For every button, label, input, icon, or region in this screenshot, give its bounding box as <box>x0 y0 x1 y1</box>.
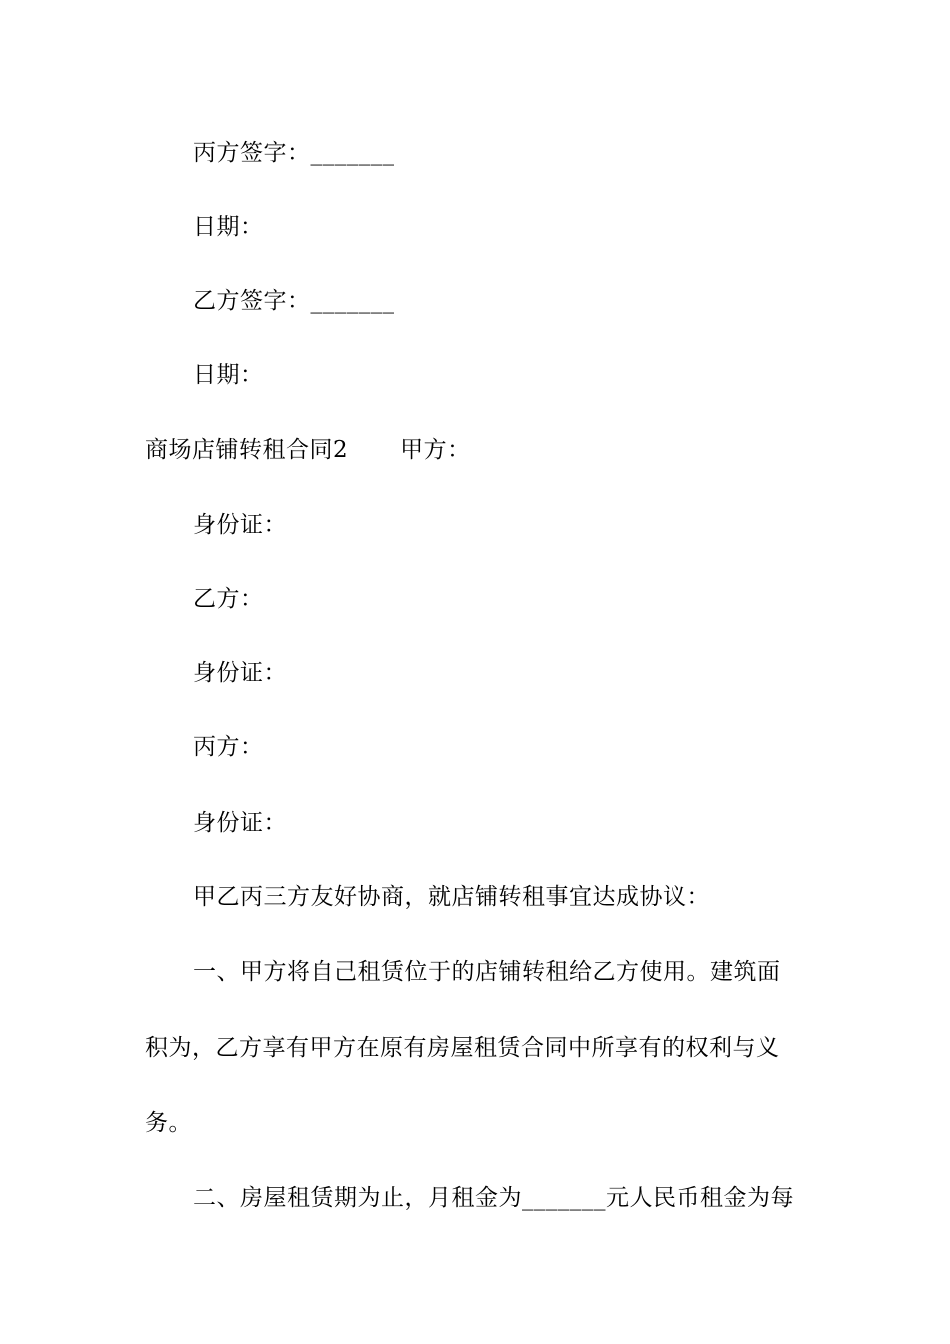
intro-paragraph: 甲乙丙三方友好协商，就店铺转租事宜达成协议： <box>193 884 710 910</box>
yifang-label: 乙方： <box>193 586 264 612</box>
date-line-2: 日期： <box>193 362 264 388</box>
clause-1-line-2: 积为，乙方享有甲方在原有房屋租赁合同中所享有的权利与义 <box>145 1035 780 1061</box>
id-line-1: 身份证： <box>193 512 287 538</box>
contract-title: 商场店铺转租合同2 <box>145 437 349 463</box>
id-line-3: 身份证： <box>193 810 287 836</box>
clause-1-line-3: 务。 <box>145 1110 192 1136</box>
contract-heading-line <box>145 435 810 465</box>
bingfang-label: 丙方： <box>193 734 264 760</box>
jiafang-label: 甲方： <box>400 437 471 463</box>
clause-2-line-1: 二、房屋租赁期为止，月租金为_______元人民币租金为每 <box>193 1185 794 1211</box>
date-line-1: 日期： <box>193 214 264 240</box>
bingfang-signature-line: 丙方签字：_______ <box>193 140 395 166</box>
id-line-2: 身份证： <box>193 660 287 686</box>
clause-1-line-1: 一、甲方将自己租赁位于的店铺转租给乙方使用。建筑面 <box>193 959 781 985</box>
yifang-signature-line: 乙方签字：_______ <box>193 288 395 314</box>
